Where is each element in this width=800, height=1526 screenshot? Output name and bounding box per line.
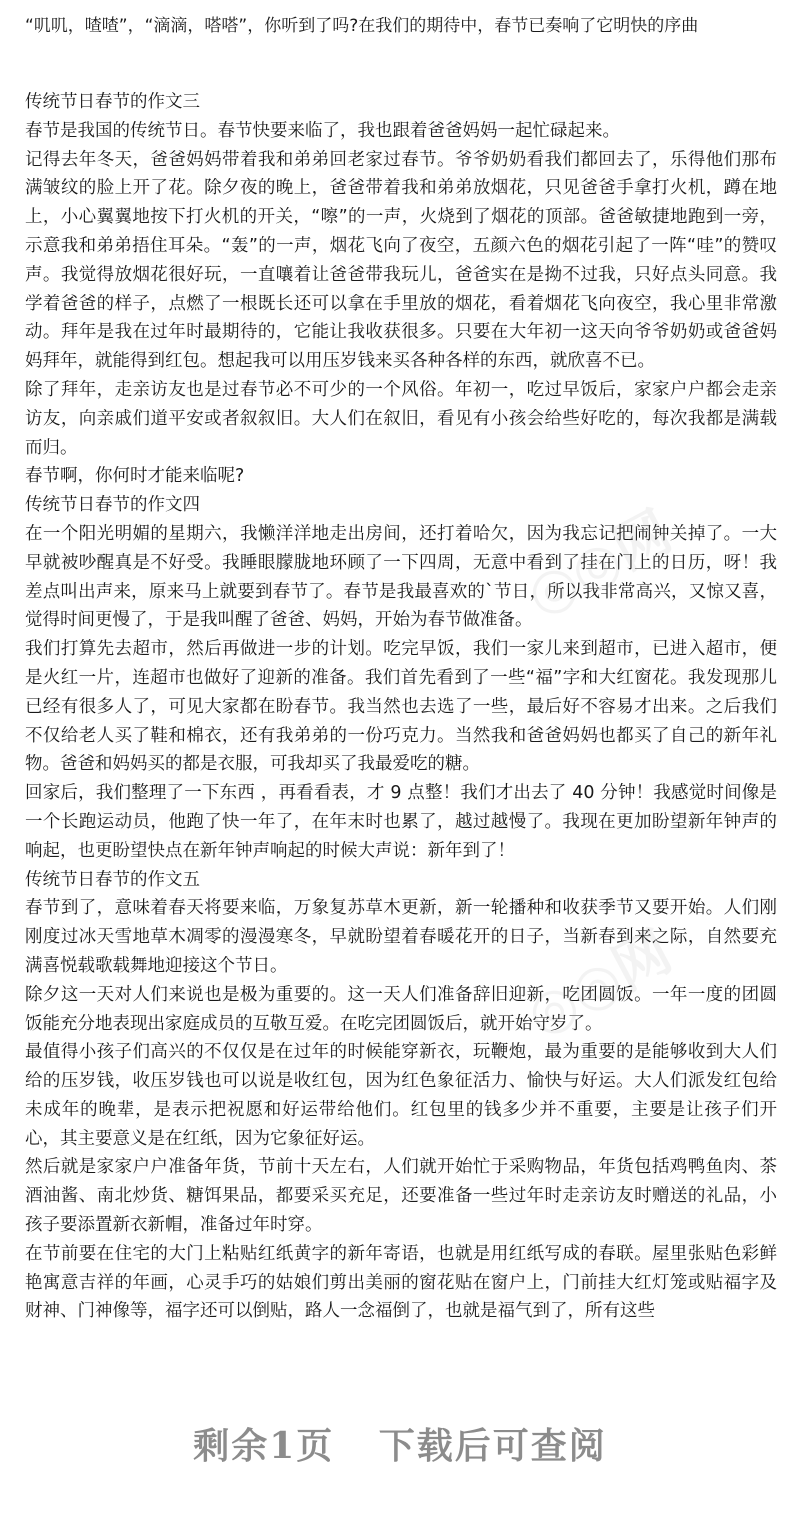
document-body (25, 88, 777, 1326)
remaining-pages-label: 剩余1页 (193, 1425, 335, 1467)
paragraph: 记得去年冬天，爸爸妈妈带着我和弟弟回老家过春节。爷爷奶奶看我们都回去了，乐得他们那布满皱纹的脸上开了花。除夕夜的晚上，爸爸带着我和弟弟放烟花，只见爸爸手拿打火机，蹲在地上，小心翼翼地按下打火机的开关，“嚓”的一声，火烧到了烟花的顶部。爸爸敏捷地跑到一旁，示意我和弟弟捂住耳朵。“轰”的一声，烟花飞向了夜空，五颜六色的烟花引起了一阵“哇”的赞叹声。我觉得放烟花很好玩，一直嚷着让爸爸带我玩儿，爸爸实在是拗不过我，只好点头同意。我学着爸爸的样子，点燃了一根既长还可以拿在手里放的烟花，看着烟花飞向夜空，我心里非常激动。拜年是我在过年时最期待的，它能让我收获很多。只要在大年初一这天向爷爷奶奶或爸爸妈妈拜年，就能得到红包。想起我可以用压岁钱来买各种各样的东西，就欣喜不已。 (25, 149, 777, 372)
top-line-text: “叽叽，喳喳”，“滴滴，嗒嗒”，你听到了吗?在我们的期待中，春节已奏响了它明快的序曲 (25, 16, 699, 36)
watermark: ◎◎网 (515, 499, 683, 629)
download-to-view-label: 下载后可查阅 (378, 1425, 607, 1467)
section-heading: 传统节日春节的作文四 (25, 495, 200, 516)
paragraph: 最值得小孩子们高兴的不仅仅是在过年的时候能穿新衣，玩鞭炮，最为重要的是能够收到大人们给的压岁钱，收压岁钱也可以说是收红包，因为红色象征活力、愉快与好运。大人们派发红包给未成年的晚辈，是表示把祝愿和好运带给他们。红包里的钱多少并不重要，主要是让孩子们开心，其主要意义是在红纸，因为它象征好运。 (25, 1042, 777, 1149)
paragraph: 除了拜年，走亲访友也是过春节必不可少的一个风俗。年初一，吃过早饭后，家家户户都会走亲访友，向亲戚们道平安或者叙叙旧。大人们在叙旧，看见有小孩会给些好吃的，每次我都是满载而归。 (25, 379, 777, 458)
top-cut-line (25, 0, 775, 36)
paragraph: 春节到了，意味着春天将要来临，万象复苏草木更新，新一轮播种和收获季节又要开始。人们刚刚度过冰天雪地草木凋零的漫漫寒冬，早就盼望着春暖花开的日子，当新春到来之际，自然要充满喜悦载歌载舞地迎接这个节日。 (25, 898, 777, 976)
section-heading: 传统节日春节的作文五 (25, 869, 200, 890)
remaining-pages-note[interactable] (0, 1418, 800, 1469)
paragraph: 我们打算先去超市，然后再做进一步的计划。吃完早饭，我们一家儿来到超市，已进入超市，便是火红一片，连超市也做好了迎新的准备。我们首先看到了一些“福”字和大红窗花。我发现那儿已经有很多人了，可见大家都在盼春节。我当然也去选了一些，最后好不容易才出来。之后我们不仅给老人买了鞋和棉衣，还有我弟弟的一份巧克力。当然我和爸爸妈妈也都买了自己的新年礼物。爸爸和妈妈买的都是衣服，可我却买了我最爱吃的糖。 (25, 639, 777, 775)
paragraph: 春节是我国的传统节日。春节快要来临了，我也跟着爸爸妈妈一起忙碌起来。 (25, 120, 620, 141)
watermark: ◎◎网 (515, 919, 683, 1049)
section-heading: 传统节日春节的作文三 (25, 92, 200, 112)
paragraph: 除夕这一天对人们来说也是极为重要的。这一天人们准备辞旧迎新，吃团圆饭。一年一度的团圆饭能充分地表现出家庭成员的互敬互爱。在吃完团圆饭后，就开始守岁了。 (25, 984, 777, 1034)
paragraph: 在节前要在住宅的大门上粘贴红纸黄字的新年寄语，也就是用红纸写成的春联。屋里张贴色彩鲜艳寓意吉祥的年画，心灵手巧的姑娘们剪出美丽的窗花贴在窗户上，门前挂大红灯笼或贴福字及财神、门神像等，福字还可以倒贴，路人一念福倒了，也就是福气到了，所有这些 (25, 1243, 777, 1322)
paragraph: 然后就是家家户户准备年货，节前十天左右，人们就开始忙于采购物品，年货包括鸡鸭鱼肉、茶酒油酱、南北炒货、糖饵果品，都要采买充足，还要准备一些过年时走亲访友时赠送的礼品，小孩子要添置新衣新帽，准备过年时穿。 (25, 1157, 777, 1236)
paragraph: 春节啊，你何时才能来临呢? (25, 466, 245, 487)
paragraph: 在一个阳光明媚的星期六，我懒洋洋地走出房间，还打着哈欠，因为我忘记把闹钟关掉了。一大早就被吵醒真是不好受。我睡眼朦胧地环顾了一下四周，无意中看到了挂在门上的日历，呀！我差点叫出声来，原来马上就要到春节了。春节是我最喜欢的`节日，所以我非常高兴，又惊又喜，觉得时间更慢了，于是我叫醒了爸爸、妈妈，开始为春节做准备。 (25, 523, 777, 631)
paragraph: 回家后，我们整理了一下东西 ，再看看表，才 9 点整！我们才出去了 40 分钟！我感觉时间像是一个长跑运动员，他跑了快一年了，在年末时也累了，越过越慢了。我现在更加盼望新年钟声的响起，也更盼望快点在新年钟声响起的时候大声说：新年到了！ (25, 783, 777, 861)
